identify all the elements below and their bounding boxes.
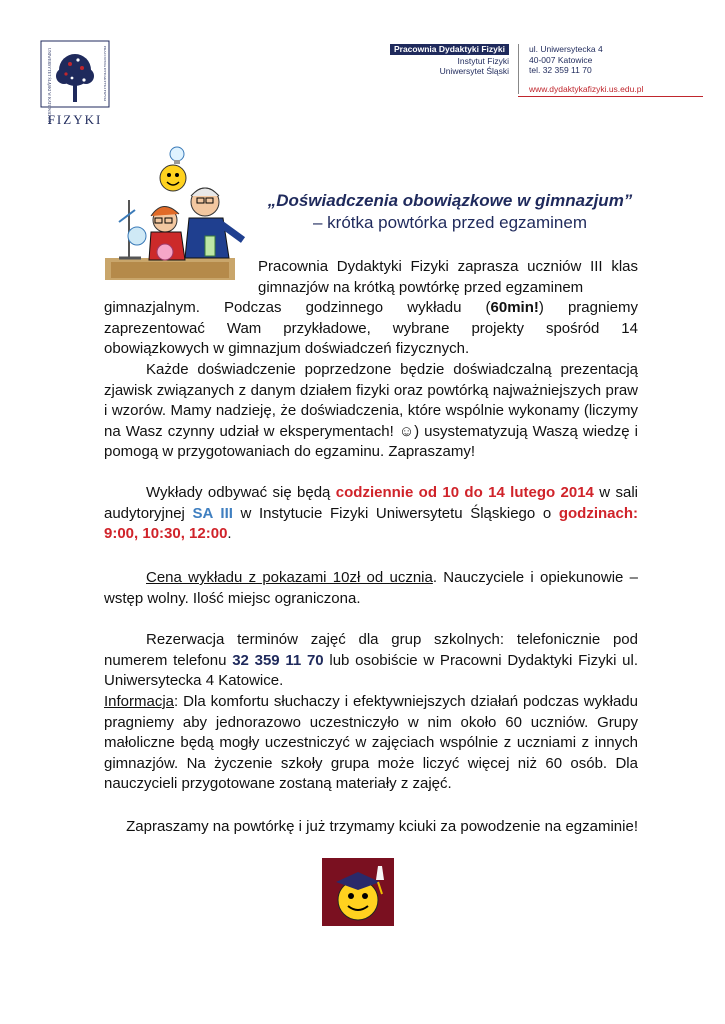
header-address (518, 44, 643, 94)
university-logo (40, 40, 110, 130)
street: ul. Uniwersytecka 4 (529, 44, 603, 54)
paragraph-intro-a: Pracownia Dydaktyki Fizyki zaprasza uczniów III klas gimnazjów na krótką powtórkę przed egzaminem (258, 258, 638, 296)
price: Cena wykładu z pokazami 10zł od ucznia (146, 569, 433, 586)
tree-icon (56, 54, 94, 102)
lab-name: Pracownia Dydaktyki Fizyki (390, 44, 509, 55)
paragraph-schedule: Wykłady odbywać się będą codziennie od 10 do 14 lutego 2014 w sali audytoryjnej SA III w Instytucie Fizyki Uniwersytetu Śląskiego o godzinach: 9:00, 10:30, 12:00. (104, 484, 638, 543)
graduate-smiley-icon (322, 858, 394, 926)
closing-line: Zapraszamy na powtórkę i już trzymamy kciuki za powodzenie na egzaminie! (126, 818, 638, 835)
title-line-2: – krótka powtórka przed egzaminem (312, 213, 588, 232)
paragraph-info: Informacja: Dla komfortu słuchaczy i efektywniejszych działań podczas wykładu pragniemy aby jednorazowo uczestniczyło w nim około 60 uczniów. Grupy małoliczne będą mogły uczestniczyć w zajęciach wspólnie z uczniami z innych gimnazjów. Na życzenie szkoły grupa może liczyć więcej niż 60 osób. Dla nauczycieli przygotowane zostaną materiały z zajęć. (104, 693, 638, 793)
paragraph-price: Cena wykładu z pokazami 10zł od ucznia. Nauczyciele i opiekunowie – wstęp wolny. Ilość miejsc ograniczona. (104, 569, 638, 607)
reservation-phone: 32 359 11 70 (232, 651, 324, 669)
scientists-clipart (105, 140, 255, 290)
smiley-icon (160, 165, 186, 191)
header-left (390, 44, 509, 77)
paragraph-intro-b: gimnazjalnym. Podczas godzinnego wykładu (60min!) pragniemy zaprezentować Wam przykładowe, wybrane projekty spośród 14 obowiązkowych w gimnazjum doświadczeń fizycznych. (104, 299, 638, 358)
svg-text:PRACOWNIA DYDAKTYKI FIZYKI: PRACOWNIA DYDAKTYKI FIZYKI (103, 46, 107, 102)
logo-side-text: UNIWERSYTET ŚLĄSKI W KATOWICACH (47, 48, 52, 124)
hours: 9:00, 10:30, 12:00 (104, 525, 228, 543)
title-line-1: „Doświadczenia obowiązkowe w gimnazjum” (267, 191, 633, 210)
title (260, 190, 640, 234)
city: 40-007 Katowice (529, 54, 593, 65)
university: Uniwersytet Śląski (439, 66, 509, 76)
institute: Instytut Fizyki (457, 55, 509, 66)
website-link[interactable]: www.dydaktykafizyki.us.edu.pl (529, 83, 644, 94)
room: SA III (192, 504, 233, 522)
dates: codziennie od 10 do 14 lutego 2014 (335, 484, 594, 501)
info-label: Informacja (104, 693, 175, 710)
lightbulb-icon (170, 147, 184, 164)
paragraph-reservation: Rezerwacja terminów zajęć dla grup szkolnych: telefonicznie pod numerem telefonu 32 359 11 70 lub osobiście w Pracowni Dydaktyki Fizyki ul. Uniwersytecka 4 Katowice. (104, 631, 638, 690)
phone: tel. 32 359 11 70 (529, 65, 592, 75)
paragraph-experiments: Każde doświadczenie poprzedzone będzie doświadczalną prezentacją zjawisk związanych z danym działem fizyki oraz powtórką najważniejszych praw i wzorów. Mamy nadzieję, że doświadczenia, które wspólnie wykonamy (liczymy na Wasz czynny udział w eksperymentach! ☺) usystematyzują Waszą wiedzę i pomogą w przygotowaniach do egzaminu. Zapraszamy! (104, 361, 638, 461)
header-rule (518, 96, 703, 97)
logo-word: FIZYKI (47, 112, 103, 127)
